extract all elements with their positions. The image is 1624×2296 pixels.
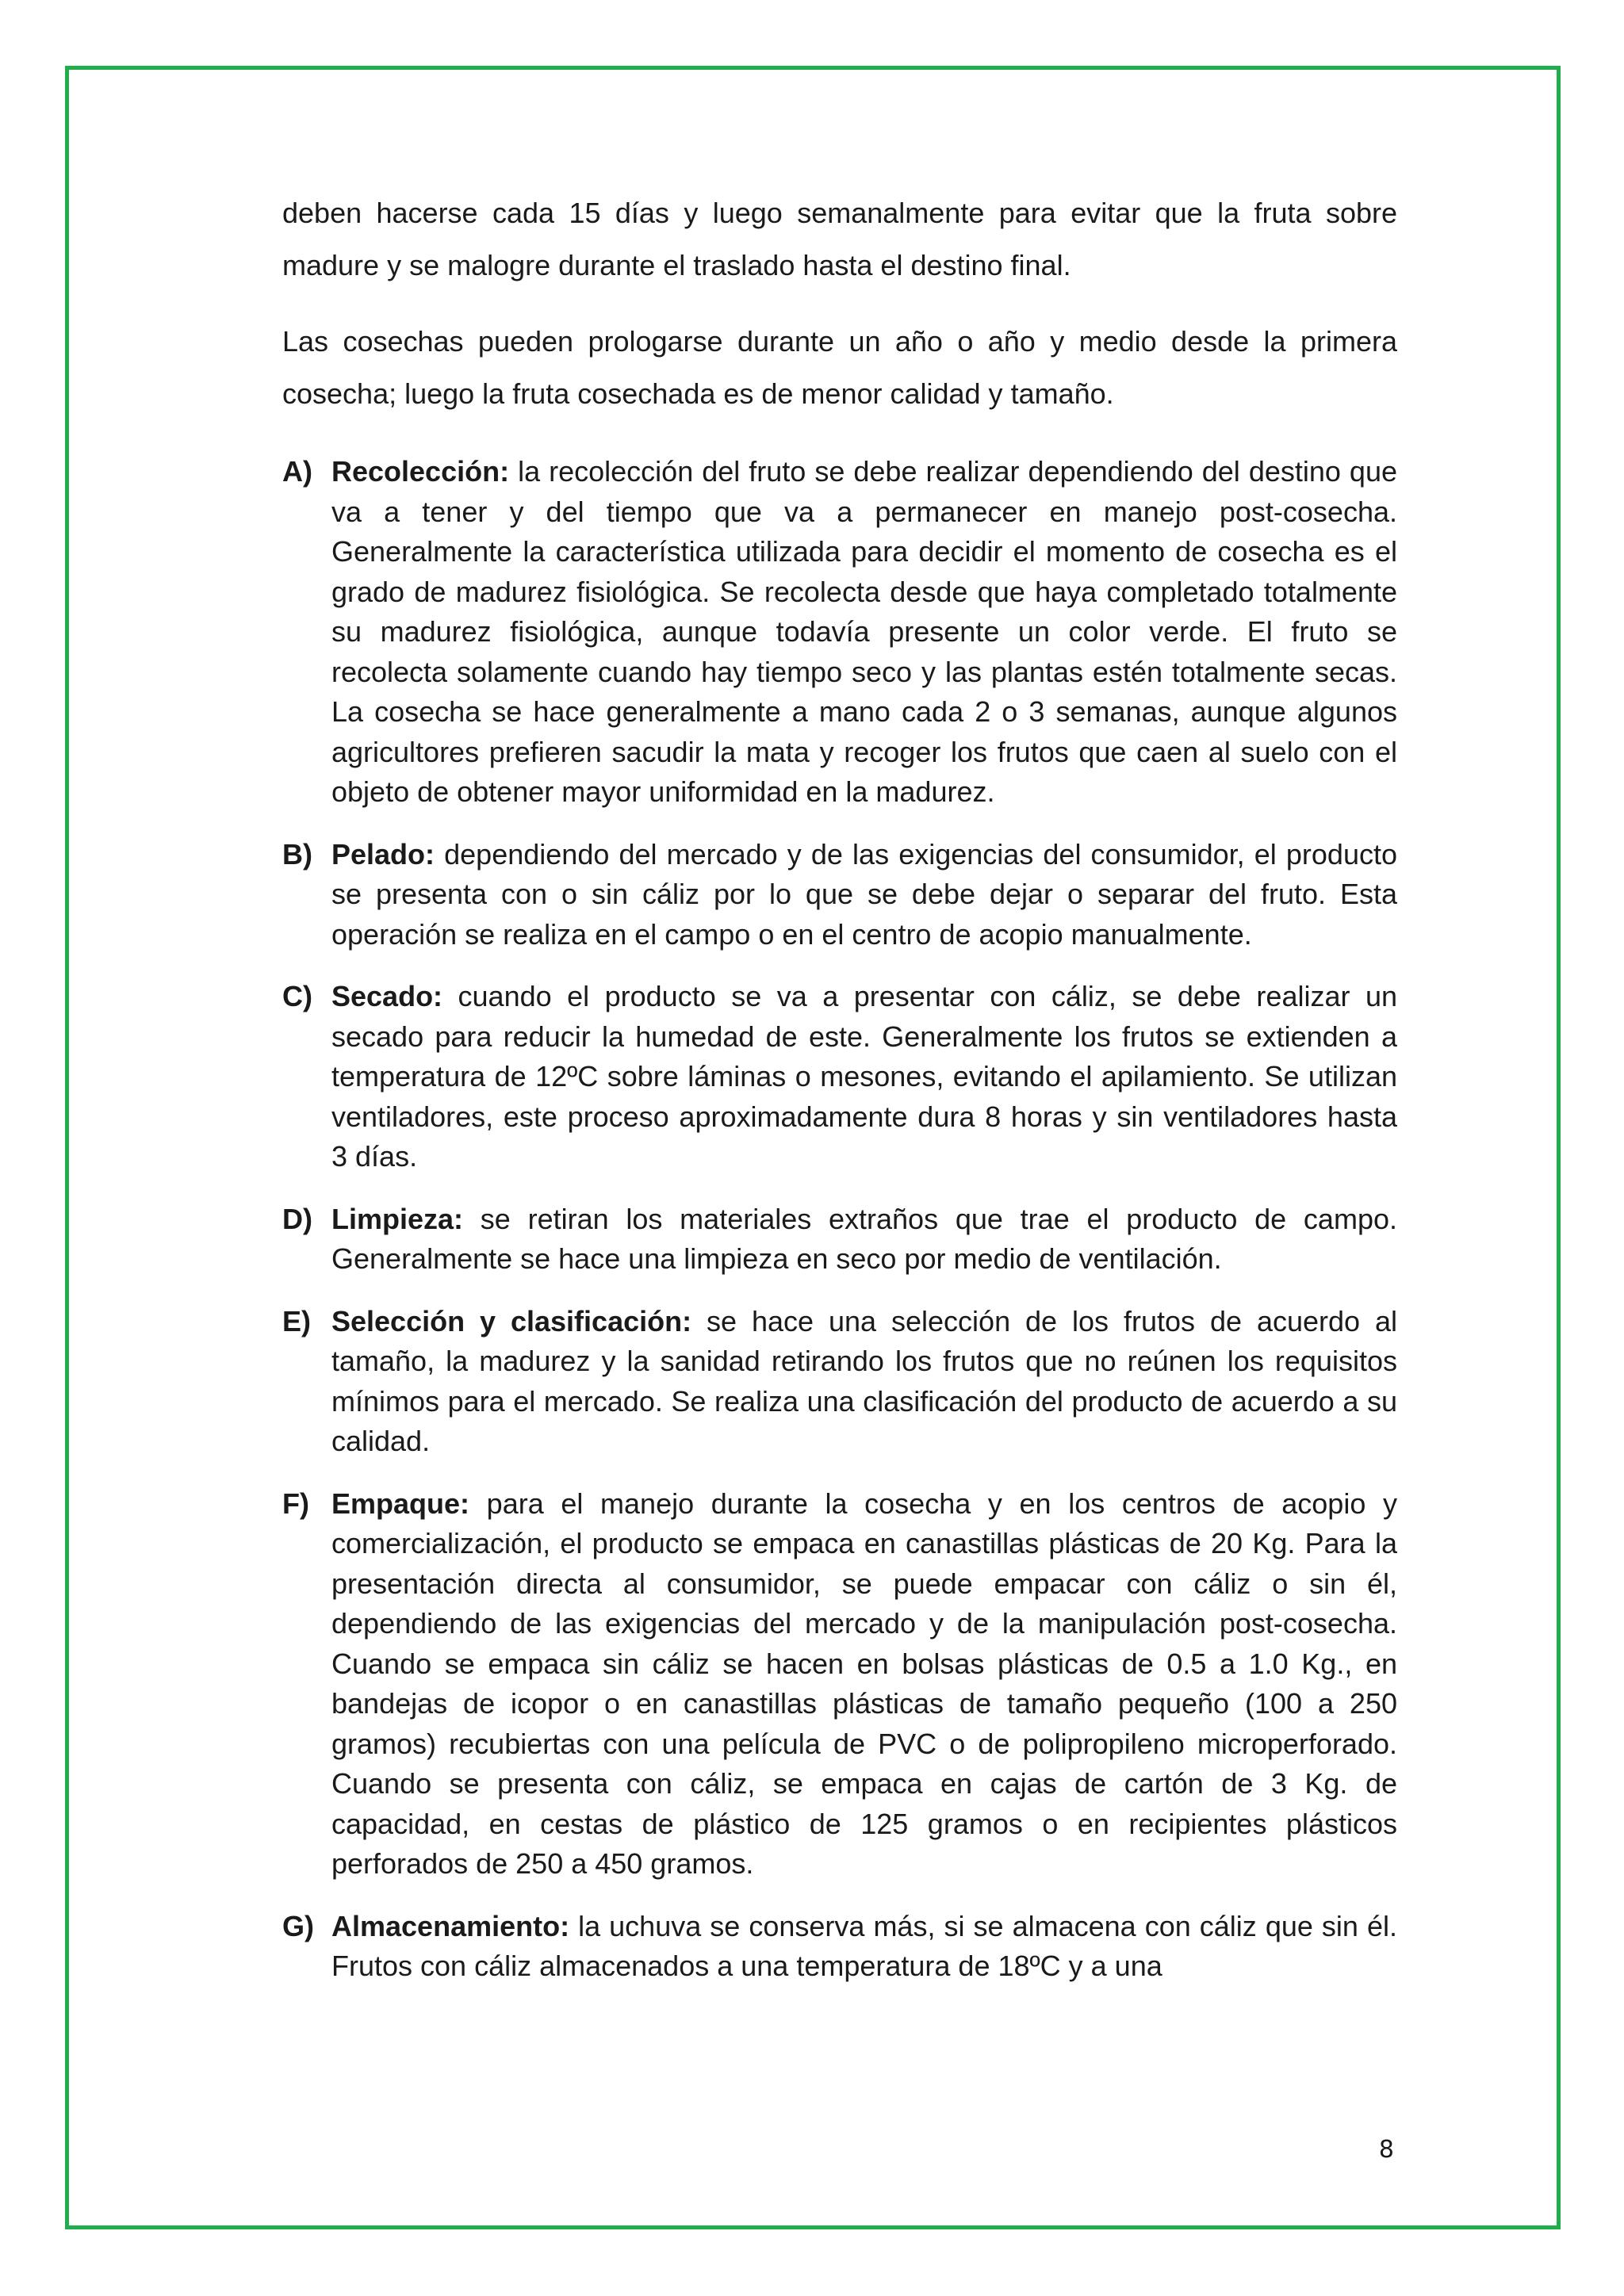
list-item-letter: D) xyxy=(282,1202,312,1235)
page-content xyxy=(282,187,1397,2009)
list-item-text: se hace una selección de los frutos de acuerdo al tamaño, la madurez y la sanidad retirando los frutos que no reúnen los requisitos mínimos para el mercado. Se realiza una clasificación del producto de acuerdo a su calidad. xyxy=(331,1304,1398,1457)
page-number: 8 xyxy=(1378,2136,1394,2164)
list-item-letter: B) xyxy=(282,837,312,871)
list-item-text: para el manejo durante la cosecha y en los centros de acopio y comercialización, el producto se empaca en canastillas plásticas de 20 Kg. Para la presentación directa al consumidor, se puede empacar con cáliz o sin él, dependiendo de las exigencias del mercado y de la manipulación post-cosecha. Cuando se empaca sin cáliz se hacen en bolsas plásticas de 0.5 a 1.0 Kg., en bandejas de icopor o en canastillas plásticas de tamaño pequeño (100 a 250 gramos) recubiertas con una película de PVC o de polipropileno microperforado. Cuando se presenta con cáliz, se empaca en cajas de cartón de 3 Kg. de capacidad, en cestas de plástico de 125 gramos o en recipientes plásticos perforados de 250 a 450 gramos. xyxy=(331,1487,1397,1880)
list-item xyxy=(282,977,1397,1177)
list-item-text: se retiran los materiales extraños que trae el producto de campo. Generalmente se hace una limpieza en seco por medio de ventilación. xyxy=(331,1202,1397,1275)
list-item xyxy=(282,452,1397,813)
list-item-letter: E) xyxy=(282,1304,311,1337)
list-item-term: Empaque: xyxy=(331,1487,470,1520)
list-item xyxy=(282,1484,1397,1885)
list-item-letter: G) xyxy=(282,1909,314,1942)
list-item-term: Secado: xyxy=(331,980,443,1012)
list-item-term: Pelado: xyxy=(331,837,435,871)
list-item-term: Recolección: xyxy=(331,455,510,488)
list-item xyxy=(282,1302,1397,1462)
list-item-text: dependiendo del mercado y de las exigencias del consumidor, el producto se presenta con o sin cáliz por lo que se debe dejar o separar del fruto. Esta operación se realiza en el campo o en el centro de acopio manualmente. xyxy=(331,837,1397,951)
list-item xyxy=(282,1907,1397,1987)
list-item-text: la recolección del fruto se debe realizar dependiendo del destino que va a tener y del tiempo que va a permanecer en manejo post-cosecha. Generalmente la característica utilizada para decidir el momento de cosecha es el grado de madurez fisiológica. Se recolecta desde que haya completado totalmente su madurez fisiológica, aunque todavía presente un color verde. El fruto se recolecta solamente cuando hay tiempo seco y las plantas estén totalmente secas. La cosecha se hace generalmente a mano cada 2 o 3 semanas, aunque algunos agricultores prefieren sacudir la mata y recoger los frutos que caen al suelo con el objeto de obtener mayor uniformidad en la madurez. xyxy=(331,455,1397,808)
paragraph: Las cosechas pueden prologarse durante un año o año y medio desde la primera cosecha; luego la fruta cosechada es de menor calidad y tamaño. xyxy=(282,325,1397,410)
list-item-text: la uchuva se conserva más, si se almacena con cáliz que sin él. Frutos con cáliz almacenados a una temperatura de 18ºC y a una xyxy=(331,1909,1397,1982)
list-item xyxy=(282,1200,1397,1280)
list-item-letter: F) xyxy=(282,1487,309,1520)
list-item xyxy=(282,835,1397,955)
list-item-text: cuando el producto se va a presentar con cáliz, se debe realizar un secado para reducir la humedad de este. Generalmente los frutos se extienden a temperatura de 12ºC sobre láminas o mesones, evitando el apilamiento. Se utilizan ventiladores, este proceso aproximadamente dura 8 horas y sin ventiladores hasta 3 días. xyxy=(331,980,1397,1173)
process-steps-list xyxy=(282,452,1397,1987)
list-item-term: Limpieza: xyxy=(331,1202,464,1235)
paragraph: deben hacerse cada 15 días y luego semanalmente para evitar que la fruta sobre madure y se malogre durante el traslado hasta el destino final. xyxy=(282,197,1397,281)
list-item-term: Selección y clasificación: xyxy=(331,1304,692,1337)
list-item-letter: C) xyxy=(282,980,312,1012)
list-item-term: Almacenamiento: xyxy=(331,1909,570,1942)
list-item-letter: A) xyxy=(282,455,312,488)
